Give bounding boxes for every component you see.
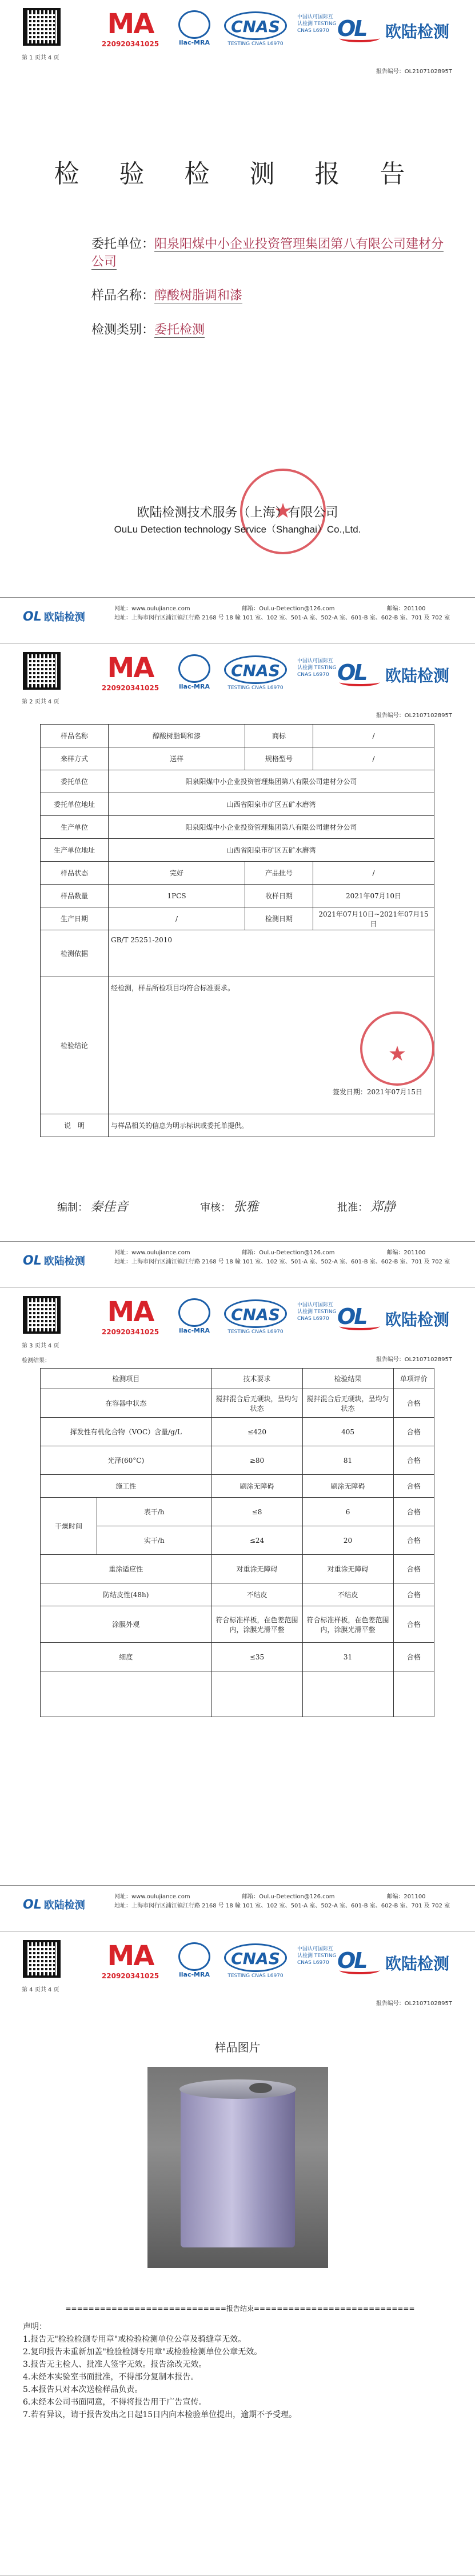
table-row: [41, 1446, 434, 1475]
page-number: 第 1 页共 4 页: [22, 55, 59, 61]
compile-label: 编制：: [57, 1202, 88, 1214]
cnas-text: CNAS: [231, 661, 280, 680]
table-cell: 合格: [393, 1446, 434, 1475]
footer-logo: [23, 1253, 85, 1268]
footer-text: [114, 1249, 457, 1267]
type-label: 检测类别：: [91, 323, 155, 337]
table-cell: 搅拌混合后无硬块，呈均匀状态: [211, 1389, 302, 1418]
table-cell: 合格: [393, 1606, 434, 1643]
statement-title: 声明：: [23, 2322, 47, 2331]
cnas-text: CNAS: [231, 1949, 280, 1968]
olu-name: 欧陆检测: [385, 1954, 450, 1973]
client-label: 委托单位：: [91, 237, 155, 251]
table-cell: 405: [302, 1418, 393, 1446]
report-page-4: [0, 1932, 475, 2576]
footer-logo: [23, 1897, 85, 1912]
table-cell: /: [313, 747, 434, 770]
page-header: [0, 644, 475, 724]
table-row: [41, 1418, 434, 1446]
cma-logo: [96, 1296, 165, 1339]
table-row: [41, 1643, 434, 1671]
table-cell: 合格: [393, 1526, 434, 1555]
table-row: [41, 839, 434, 862]
olu-mark-icon: OL: [337, 16, 383, 43]
cma-text: MA: [107, 652, 154, 684]
table-cell: 施工性: [41, 1475, 212, 1498]
cnas-logo: [224, 11, 293, 49]
results-caption: 检测结果：: [22, 1358, 50, 1364]
table-cell: 防结皮性(48h): [41, 1583, 212, 1606]
statement-block: [23, 2321, 457, 2421]
table-cell: ≤8: [211, 1498, 302, 1526]
ilac-circle-icon: [178, 654, 210, 683]
table-cell: 搅拌混合后无硬块，呈均匀状态: [302, 1389, 393, 1418]
footer-logo-mark: OL: [23, 1254, 42, 1268]
sample-photo: [147, 2067, 328, 2268]
approve-label: 批准：: [337, 1202, 368, 1214]
table-cell: 干燥时间: [41, 1498, 97, 1555]
table-cell: 阳泉阳煤中小企业投资管理集团第八有限公司建材分公司: [109, 770, 434, 793]
olu-mark-icon: OL: [337, 1948, 383, 1975]
cnas-side-text: 中国认可国际互认检测 TESTING CNAS L6970: [297, 14, 337, 34]
footer-address: 地址：上海市闵行区浦江镇江行路 2168 号 18 幢 101 室、102 室、501-A 室、502-A 室、601-B 室、602-B 室、701 及 702 室: [114, 1903, 450, 1909]
table-row: [41, 1389, 434, 1418]
cma-number: 220920341025: [101, 1972, 159, 1980]
statement-item: 2.复印报告未重新加盖"检验检测专用章"或检验检测单位公章无效。: [23, 2347, 262, 2357]
cnas-text: CNAS: [231, 1305, 280, 1324]
table-cell: GB/T 25251-2010: [109, 930, 434, 977]
table-cell: 委托单位地址: [41, 793, 109, 816]
table-cell: 生产单位: [41, 816, 109, 839]
statement-item: 6.未经本公司书面同意，不得将报告用于广告宣传。: [23, 2398, 207, 2407]
table-cell: 产品批号: [245, 862, 313, 885]
footer-website: 网址：www.oulujiance.com: [114, 1894, 190, 1900]
olu-mark-icon: OL: [337, 1304, 383, 1331]
table-cell: ≤24: [211, 1526, 302, 1555]
column-header: 单项评价: [393, 1369, 434, 1389]
table-cell: 阳泉阳煤中小企业投资管理集团第八有限公司建材分公司: [109, 816, 434, 839]
table-cell: 刷涂无障碍: [302, 1475, 393, 1498]
ilac-text: ilac-MRA: [179, 39, 210, 46]
table-row: [41, 1555, 434, 1583]
column-header: 检测项目: [41, 1369, 212, 1389]
cma-text: MA: [107, 1940, 154, 1972]
issue-date: 签发日期：2021年07月15日: [332, 1088, 422, 1096]
cma-logo: [96, 8, 165, 51]
table-cell: 挥发性有机化合物（VOC）含量/g/L: [41, 1418, 212, 1446]
cma-number: 220920341025: [101, 1328, 159, 1336]
cnas-sub: TESTING CNAS L6970: [227, 685, 284, 691]
table-row: [41, 1498, 434, 1526]
table-cell: 符合标准样板，在色差范围内，涂膜光滑平整: [211, 1606, 302, 1643]
table-row: [41, 816, 434, 839]
table-cell: 涂膜外观: [41, 1606, 212, 1643]
table-cell: /: [109, 907, 245, 930]
paint-can-icon: [181, 2087, 295, 2247]
table-row: [41, 1671, 434, 1717]
cnas-logo: [224, 655, 293, 693]
footer-postcode: 邮编：201100: [386, 606, 426, 612]
page-number: 第 3 页共 4 页: [22, 1343, 59, 1349]
table-cell: [211, 1671, 302, 1717]
table-cell: 与样品相关的信息为明示标识或委托单提供。: [109, 1114, 434, 1137]
compile-name: 秦佳音: [90, 1200, 129, 1214]
table-cell: 检验结论: [41, 977, 109, 1114]
table-row: [41, 885, 434, 907]
table-cell: 完好: [109, 862, 245, 885]
lab-name-en: OuLu Detection technology Service（Shanghai）Co.,Ltd.: [114, 524, 361, 535]
statement-item: 1.报告无"检验检测专用章"或检验检测单位公章及骑缝章无效。: [23, 2335, 246, 2344]
statement-item: 3.报告无主检人、批准人签字无效。报告涂改无效。: [23, 2360, 207, 2369]
cnas-sub: TESTING CNAS L6970: [227, 41, 284, 47]
page-header: [0, 0, 475, 80]
statement-item: 7.若有异议，请于报告发出之日起15日内向本检验单位提出，逾期不予受理。: [23, 2410, 297, 2419]
footer-logo: [23, 609, 85, 624]
table-cell: 山西省阳泉市矿区五矿水磨湾: [109, 793, 434, 816]
table-row: [41, 1606, 434, 1643]
table-cell: 来样方式: [41, 747, 109, 770]
table-cell: 2021年07月10日~2021年07月15日: [313, 907, 434, 930]
report-end-line: ============================报告结束============================: [65, 2305, 415, 2313]
table-row: [41, 1526, 434, 1555]
olu-name: 欧陆检测: [385, 22, 450, 41]
conclusion-cell: [109, 977, 434, 1114]
table-cell: 在容器中状态: [41, 1389, 212, 1418]
report-number: 报告编号：OL2107102895T: [376, 2001, 452, 2007]
ilac-circle-icon: [178, 10, 210, 39]
cnas-logo: [224, 1299, 293, 1337]
column-header: 检验结果: [302, 1369, 393, 1389]
table-cell: 生产日期: [41, 907, 109, 930]
table-row: [41, 862, 434, 885]
olu-mark-icon: OL: [337, 660, 383, 687]
footer-logo-name: 欧陆检测: [43, 611, 85, 623]
footer-postcode: 邮编：201100: [386, 1894, 426, 1900]
cnas-side-text: 中国认可国际互认检测 TESTING CNAS L6970: [297, 658, 337, 678]
ilac-mra-logo: [170, 10, 218, 50]
table-cell: 合格: [393, 1389, 434, 1418]
cma-text: MA: [107, 8, 154, 40]
ilac-text: ilac-MRA: [179, 1327, 210, 1334]
table-cell: ≤35: [211, 1643, 302, 1671]
ilac-circle-icon: [178, 1298, 210, 1327]
review-signature: [200, 1197, 258, 1215]
compile-signature: [57, 1197, 128, 1215]
table-cell: 送样: [109, 747, 245, 770]
table-cell: 合格: [393, 1555, 434, 1583]
footer-website: 网址：www.oulujiance.com: [114, 606, 190, 612]
client-value: 阳泉阳煤中小企业投资管理集团第八有限公司建材分公司: [91, 237, 444, 269]
conclusion-text: 经检测，样品所检项目均符合标准要求。: [111, 984, 235, 992]
table-cell: 1PCS: [109, 885, 245, 907]
footer-email: 邮箱：Oul.u-Detection@126.com: [242, 1894, 335, 1900]
table-cell: 2021年07月10日: [313, 885, 434, 907]
table-cell: 合格: [393, 1418, 434, 1446]
table-cell: [393, 1671, 434, 1717]
statement-item: 5.本报告只对本次送检样品负责。: [23, 2385, 143, 2394]
review-label: 审核：: [200, 1202, 231, 1214]
footer-email: 邮箱：Oul.u-Detection@126.com: [242, 1250, 335, 1256]
table-cell: [302, 1671, 393, 1717]
sample-value: 醇酸树脂调和漆: [154, 289, 243, 303]
approve-signature: [337, 1197, 396, 1215]
ilac-circle-icon: [178, 1942, 210, 1971]
table-cell: 重涂适应性: [41, 1555, 212, 1583]
footer-address: 地址：上海市闵行区浦江镇江行路 2168 号 18 幢 101 室、102 室、501-A 室、502-A 室、601-B 室、602-B 室、701 及 702 室: [114, 615, 450, 621]
sample-info-table: [40, 724, 434, 1137]
table-row: [41, 725, 434, 747]
footer-text: [114, 1893, 457, 1911]
cnas-text: CNAS: [231, 17, 280, 36]
approve-name: 郑静: [370, 1200, 396, 1214]
table-cell: 说 明: [41, 1114, 109, 1137]
table-row: [41, 1114, 434, 1137]
photo-title: 样品图片: [214, 2041, 261, 2054]
table-cell: 醇酸树脂调和漆: [109, 725, 245, 747]
table-cell: [41, 1671, 212, 1717]
qr-code-icon: [23, 8, 61, 46]
table-cell: 81: [302, 1446, 393, 1475]
table-row: [41, 907, 434, 930]
cma-number: 220920341025: [101, 684, 159, 692]
ilac-text: ilac-MRA: [179, 1971, 210, 1978]
table-cell: 样品数量: [41, 885, 109, 907]
column-header: 技术要求: [211, 1369, 302, 1389]
page-footer: [0, 1885, 475, 1931]
table-cell: 山西省阳泉市矿区五矿水磨湾: [109, 839, 434, 862]
report-number: 报告编号：OL2107102895T: [376, 1357, 452, 1363]
table-cell: 合格: [393, 1475, 434, 1498]
olu-name: 欧陆检测: [385, 666, 450, 685]
footer-logo-name: 欧陆检测: [43, 1255, 85, 1267]
olu-logo: [337, 660, 457, 689]
table-cell: 检测日期: [245, 907, 313, 930]
cnas-sub: TESTING CNAS L6970: [227, 1329, 284, 1335]
table-header-row: [41, 1369, 434, 1389]
table-cell: 合格: [393, 1583, 434, 1606]
table-cell: 合格: [393, 1643, 434, 1671]
footer-email: 邮箱：Oul.u-Detection@126.com: [242, 606, 335, 612]
report-number: 报告编号：OL2107102895T: [376, 69, 452, 75]
table-row: [41, 793, 434, 816]
test-results-table: [40, 1368, 434, 1717]
lab-name: 欧陆检测技术服务（上海）有限公司: [137, 506, 338, 520]
qr-code-icon: [23, 1296, 61, 1334]
client-row: [91, 234, 446, 270]
table-cell: 实干/h: [97, 1526, 212, 1555]
type-row: [91, 320, 446, 338]
table-cell: 商标: [245, 725, 313, 747]
footer-text: [114, 605, 457, 623]
table-cell: 对重涂无障碍: [302, 1555, 393, 1583]
table-cell: 检测依据: [41, 930, 109, 977]
ilac-mra-logo: [170, 654, 218, 694]
sample-row: [91, 286, 446, 303]
table-cell: 20: [302, 1526, 393, 1555]
report-page-3: [0, 1288, 475, 1932]
table-cell: 31: [302, 1643, 393, 1671]
table-cell: ≤420: [211, 1418, 302, 1446]
olu-name: 欧陆检测: [385, 1310, 450, 1329]
footer-logo-mark: OL: [23, 610, 42, 624]
olu-logo: [337, 1304, 457, 1333]
table-row: [41, 770, 434, 793]
table-row: [41, 1475, 434, 1498]
review-name: 张雅: [233, 1200, 259, 1214]
table-cell: 符合标准样板，在色差范围内，涂膜光滑平整: [302, 1606, 393, 1643]
table-cell: 不结皮: [302, 1583, 393, 1606]
table-cell: 合格: [393, 1498, 434, 1526]
table-cell: 刷涂无障碍: [211, 1475, 302, 1498]
footer-address: 地址：上海市闵行区浦江镇江行路 2168 号 18 幢 101 室、102 室、501-A 室、502-A 室、601-B 室、602-B 室、701 及 702 室: [114, 1259, 450, 1265]
report-number: 报告编号：OL2107102895T: [376, 713, 452, 719]
ilac-mra-logo: [170, 1942, 218, 1982]
table-cell: 收样日期: [245, 885, 313, 907]
footer-website: 网址：www.oulujiance.com: [114, 1250, 190, 1256]
cnas-sub: TESTING CNAS L6970: [227, 1973, 284, 1979]
page-number: 第 2 页共 4 页: [22, 699, 59, 705]
qr-code-icon: [23, 652, 61, 690]
page-footer: [0, 597, 475, 643]
table-cell: /: [313, 725, 434, 747]
table-cell: /: [313, 862, 434, 885]
cma-logo: [96, 1940, 165, 1983]
cnas-side-text: 中国认可国际互认检测 TESTING CNAS L6970: [297, 1946, 337, 1966]
page-number: 第 4 页共 4 页: [22, 1987, 59, 1993]
table-cell: 细度: [41, 1643, 212, 1671]
table-cell: ≥80: [211, 1446, 302, 1475]
page-header: [0, 1288, 475, 1368]
ilac-mra-logo: [170, 1298, 218, 1338]
table-cell: 表干/h: [97, 1498, 212, 1526]
cma-number: 220920341025: [101, 40, 159, 48]
olu-logo: [337, 16, 457, 45]
statement-item: 4.未经本实验室书面批准，不得部分复制本报告。: [23, 2373, 199, 2382]
table-cell: 规格型号: [245, 747, 313, 770]
footer-postcode: 邮编：201100: [386, 1250, 426, 1256]
signature-row: [40, 1197, 434, 1214]
table-cell: 对重涂无障碍: [211, 1555, 302, 1583]
cma-logo: [96, 652, 165, 695]
report-page-2: [0, 644, 475, 1288]
page-footer: [0, 1241, 475, 1287]
can-cap: [249, 2083, 272, 2093]
table-cell: 样品名称: [41, 725, 109, 747]
cnas-side-text: 中国认可国际互认检测 TESTING CNAS L6970: [297, 1302, 337, 1322]
footer-logo-mark: OL: [23, 1898, 42, 1912]
qr-code-icon: [23, 1940, 61, 1978]
can-lid: [179, 2079, 296, 2099]
table-cell: 委托单位: [41, 770, 109, 793]
type-value: 委托检测: [154, 323, 205, 337]
ilac-text: ilac-MRA: [179, 683, 210, 690]
report-page-1: [0, 0, 475, 644]
table-cell: 样品状态: [41, 862, 109, 885]
table-cell: 光泽(60°C): [41, 1446, 212, 1475]
table-row: [41, 747, 434, 770]
page-header: [0, 1932, 475, 2012]
sample-label: 样品名称：: [91, 289, 155, 303]
cnas-logo: [224, 1943, 293, 1981]
cma-text: MA: [107, 1296, 154, 1328]
table-row: [41, 930, 434, 977]
table-row: [41, 1583, 434, 1606]
inspection-seal: [360, 1011, 434, 1086]
table-row: [41, 977, 434, 1114]
table-cell: 6: [302, 1498, 393, 1526]
table-cell: 不结皮: [211, 1583, 302, 1606]
footer-logo-name: 欧陆检测: [43, 1899, 85, 1911]
olu-logo: [337, 1948, 457, 1977]
report-title: 检 验 检 测 报 告: [54, 159, 421, 189]
table-cell: 生产单位地址: [41, 839, 109, 862]
